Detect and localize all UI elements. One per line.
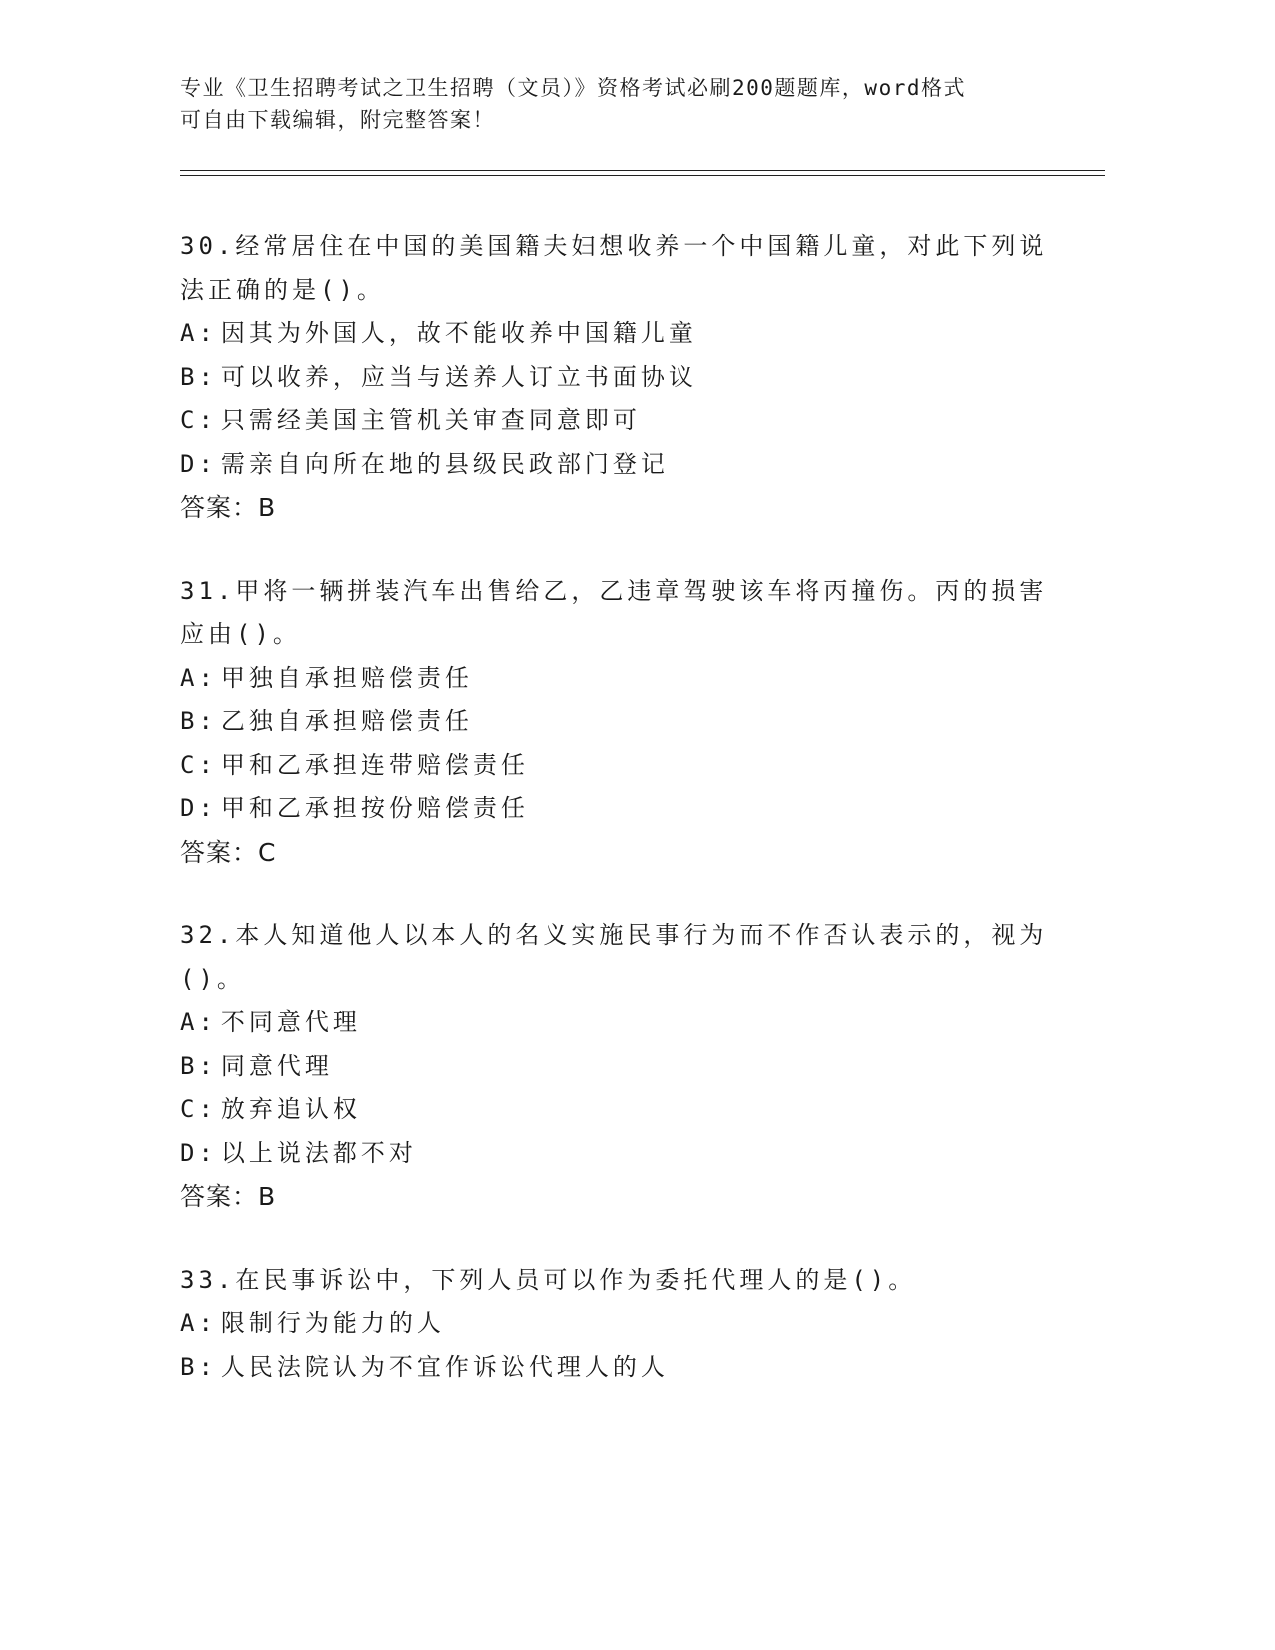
question-block	[180, 1259, 1080, 1390]
question-stem-line: 31.甲将一辆拼装汽车出售给乙，乙违章驾驶该车将丙撞伤。丙的损害	[180, 576, 1048, 605]
option-letter: A:	[180, 1309, 217, 1337]
question-stem-line: 33.在民事诉讼中，下列人员可以作为委托代理人的是()。	[180, 1265, 917, 1294]
option-text: 只需经美国主管机关审查同意即可	[220, 406, 641, 434]
option-letter: D:	[180, 1138, 217, 1167]
answer-option	[180, 1088, 1080, 1132]
option-text: 需亲自向所在地的县级民政部门登记	[220, 449, 669, 478]
answer-key: 答案：B	[180, 1182, 277, 1211]
option-text: 甲和乙承担按份赔偿责任	[220, 794, 529, 822]
answer-option	[180, 399, 1080, 443]
option-text: 可以收养，应当与送养人订立书面协议	[220, 362, 697, 391]
answer-option	[180, 443, 1080, 487]
question-stem-line: 法正确的是()。	[180, 275, 385, 304]
answer-option	[180, 1132, 1080, 1176]
answer-option	[180, 1045, 1080, 1089]
option-text: 同意代理	[220, 1051, 333, 1080]
header-line-2: 可自由下载编辑，附完整答案！	[180, 108, 495, 132]
option-letter: B:	[180, 362, 217, 391]
question-stem-line: 30.经常居住在中国的美国籍夫妇想收养一个中国籍儿童，对此下列说	[180, 232, 1048, 260]
question-stem-line: 应由()。	[180, 620, 301, 648]
answer-option	[180, 657, 1080, 701]
answer-option	[180, 312, 1080, 356]
option-text: 放弃追认权	[220, 1095, 361, 1123]
option-text: 乙独自承担赔偿责任	[220, 707, 473, 735]
option-letter: B:	[180, 1352, 217, 1381]
option-text: 甲和乙承担连带赔偿责任	[220, 750, 529, 779]
option-letter: A:	[180, 663, 217, 692]
header-line-1: 专业《卫生招聘考试之卫生招聘（文员）》资格考试必刷200题题库，word格式	[180, 76, 966, 100]
option-text: 人民法院认为不宜作诉讼代理人的人	[220, 1352, 669, 1381]
document-header	[180, 72, 1040, 136]
option-text: 以上说法都不对	[220, 1138, 417, 1167]
option-text: 限制行为能力的人	[220, 1309, 445, 1337]
question-block	[180, 914, 1080, 1219]
option-text: 不同意代理	[220, 1008, 361, 1036]
option-letter: A:	[180, 319, 217, 347]
option-letter: D:	[180, 449, 217, 478]
answer-key: 答案：C	[180, 837, 277, 867]
option-text: 因其为外国人，故不能收养中国籍儿童	[220, 319, 697, 347]
answer-option	[180, 356, 1080, 400]
answer-option	[180, 1001, 1080, 1045]
answer-option	[180, 787, 1080, 831]
question-stem-line: 32.本人知道他人以本人的名义实施民事行为而不作否认表示的，视为	[180, 921, 1048, 949]
question-stem-line: ()。	[180, 964, 245, 993]
option-text: 甲独自承担赔偿责任	[220, 663, 473, 692]
option-letter: C:	[180, 1095, 217, 1123]
answer-option	[180, 1302, 1080, 1346]
answer-option	[180, 700, 1080, 744]
question-block	[180, 570, 1080, 875]
question-list	[180, 225, 1080, 1429]
answer-key: 答案：B	[180, 493, 277, 522]
answer-option	[180, 1346, 1080, 1390]
header-divider-bottom	[180, 175, 1105, 176]
option-letter: C:	[180, 406, 217, 434]
answer-option	[180, 744, 1080, 788]
option-letter: C:	[180, 750, 217, 779]
option-letter: B:	[180, 1051, 217, 1080]
option-letter: B:	[180, 707, 217, 735]
header-divider-top	[180, 170, 1105, 171]
option-letter: A:	[180, 1008, 217, 1036]
question-block	[180, 225, 1080, 530]
option-letter: D:	[180, 794, 217, 822]
